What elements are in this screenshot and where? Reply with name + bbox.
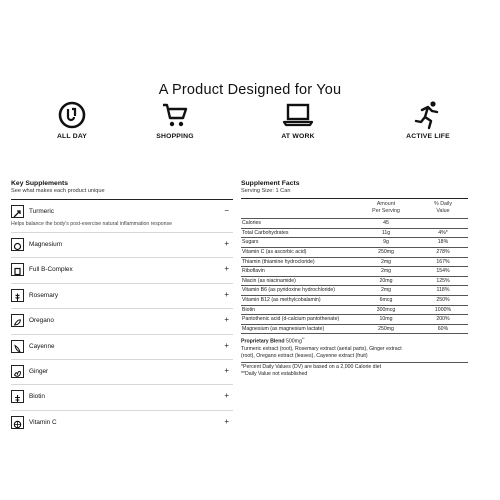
supplement-facts-heading: Supplement Facts (241, 180, 300, 187)
expand-toggle[interactable]: + (224, 416, 229, 426)
facts-row (241, 218, 468, 228)
oregano-icon (11, 314, 24, 327)
expand-toggle[interactable]: + (224, 340, 229, 350)
use-label: ACTIVE LIFE (406, 133, 450, 140)
use-label: SHOPPING (156, 133, 194, 140)
expand-toggle[interactable]: + (224, 289, 229, 299)
supplement-item-turmeric[interactable] (11, 200, 233, 233)
facts-row (241, 305, 468, 315)
amount-per-serving: 6mcg (379, 296, 393, 303)
supplement-name: Full B-Complex (29, 266, 73, 274)
facts-row (241, 314, 468, 324)
supplement-name: Ginger (29, 367, 49, 375)
laptop-icon (282, 100, 314, 130)
amount-column-header: Amount Per Serving (372, 201, 400, 214)
use-label: ALL DAY (56, 133, 88, 140)
blend-ingredients: (root), Oregano extract (leaves), Cayenne extract (fruit) (241, 353, 368, 360)
use-active-life (378, 100, 478, 140)
facts-row (241, 295, 468, 305)
supplement-description: Helps balance the body's post-exercise natural inflammation response (11, 221, 173, 227)
supplement-item-cayenne[interactable] (11, 335, 233, 360)
facts-row (241, 247, 468, 257)
nutrient-name: Total Carbohydrates (242, 229, 289, 236)
magnesium-icon (11, 238, 24, 251)
facts-row (241, 324, 468, 335)
daily-value: 167% (436, 258, 450, 265)
nutrient-name: Magnesium (as magnesium lactate) (242, 325, 325, 332)
amount-per-serving: 45 (383, 220, 389, 227)
expand-toggle[interactable]: + (224, 264, 229, 274)
rosemary-icon (11, 289, 24, 302)
footnote: *Percent Daily Values (DV) are based on a 2,000 Calorie diet (241, 364, 382, 371)
shopping-cart-icon (160, 100, 190, 130)
facts-column-headers (241, 199, 468, 218)
supplement-name: Biotin (29, 393, 45, 401)
supplement-item-biotin[interactable] (11, 385, 233, 410)
daily-value: 4%* (438, 229, 448, 236)
expand-toggle[interactable]: + (224, 239, 229, 248)
expand-toggle[interactable]: + (224, 391, 229, 401)
amount-per-serving: 2mg (380, 268, 392, 275)
daily-value: 1000% (434, 306, 452, 313)
ginger-icon (11, 365, 24, 378)
key-supplements-subheading: See what makes each product unique (11, 188, 105, 194)
daily-value: 18% (437, 239, 449, 246)
vitamin-c-icon (11, 416, 24, 429)
supplement-facts-panel (241, 180, 468, 378)
supplement-item-ginger[interactable] (11, 360, 233, 385)
daily-value: 250% (436, 296, 450, 303)
product-uses (0, 100, 500, 145)
collapse-toggle[interactable]: − (224, 206, 229, 215)
amount-per-serving: 11g (381, 229, 391, 236)
amount-per-serving: 10mg (379, 316, 393, 323)
daily-value: 200% (436, 316, 450, 323)
nutrient-name: Pantothenic acid (d-calcium pantothenate) (242, 316, 340, 323)
amount-per-serving: 300mcg (376, 306, 396, 313)
daily-value: 278% (436, 248, 450, 255)
supplement-name: Turmeric (29, 208, 54, 215)
nutrient-name: Vitamin B6 (as pyridoxine hydrochloride) (242, 287, 336, 294)
blend-ingredients: Turmeric extract (root), Rosemary extract (aerial parts), Ginger extract (241, 346, 402, 353)
expand-toggle[interactable]: + (224, 315, 229, 325)
supplement-name: Vitamin C (29, 418, 57, 426)
cayenne-icon (11, 340, 24, 353)
supplement-name: Magnesium (29, 241, 63, 248)
supplement-item-magnesium[interactable] (11, 233, 233, 258)
supplement-item-b-complex[interactable] (11, 258, 233, 283)
nutrient-name: Vitamin C (as ascorbic acid) (242, 248, 307, 255)
nutrient-name: Riboflavin (242, 268, 265, 275)
amount-per-serving: 2mg (380, 287, 392, 294)
amount-per-serving: 250mg (378, 248, 394, 255)
nutrient-name: Sugars (242, 239, 259, 246)
key-supplements-heading: Key Supplements (11, 180, 69, 187)
daily-value: 154% (436, 268, 450, 275)
expand-toggle[interactable]: + (224, 365, 229, 375)
nutrient-name: Calories (242, 220, 262, 227)
biotin-icon (11, 390, 24, 403)
footnote: **Daily Value not established (241, 371, 308, 378)
amount-per-serving: 250mg (378, 325, 394, 332)
daily-value-column-header: % Daily Value (434, 201, 452, 214)
nutrient-name: Vitamin B12 (as methylcobalamin) (242, 296, 321, 303)
supplement-name: Cayenne (29, 342, 55, 350)
supplement-item-rosemary[interactable] (11, 284, 233, 309)
facts-row (241, 228, 468, 238)
turmeric-icon (11, 205, 24, 218)
supplement-item-vitamin-c[interactable] (11, 411, 233, 435)
facts-row (241, 276, 468, 286)
daily-value: 118% (436, 287, 450, 294)
b-complex-icon (11, 263, 24, 276)
supplement-name: Rosemary (29, 291, 59, 299)
nutrient-name: Niacin (as niacinamide) (242, 277, 296, 284)
footnotes (241, 362, 468, 378)
use-label: AT WORK (281, 133, 315, 140)
runner-icon (413, 100, 443, 130)
facts-table (241, 218, 468, 334)
facts-row (241, 266, 468, 276)
facts-row (241, 237, 468, 247)
amount-per-serving: 9g (383, 239, 389, 246)
supplement-item-oregano[interactable] (11, 309, 233, 334)
nutrient-name: Biotin (242, 306, 255, 313)
daily-value: 125% (436, 277, 450, 284)
facts-row (241, 257, 468, 267)
amount-per-serving: 2mg (380, 258, 392, 265)
nutrient-name: Thiamin (thiamine hydrocloride) (242, 258, 315, 265)
facts-row (241, 285, 468, 295)
supplement-name: Oregano (29, 317, 54, 325)
serving-size: Serving Size: 1 Can (241, 188, 291, 194)
daily-value: 60% (437, 325, 449, 332)
key-supplements-panel (11, 180, 233, 435)
amount-per-serving: 20mg (379, 277, 393, 284)
page-title: A Product Designed for You (158, 82, 342, 98)
use-shopping (125, 100, 225, 140)
use-at-work (248, 100, 348, 140)
clock-icon (57, 100, 87, 130)
use-all-day (22, 100, 122, 140)
proprietary-blend: Proprietary Blend 500mg** Turmeric extract (root), Rosemary extract (aerial parts), Ginger extract (root), Oregano extract (leaves), Cayenne extract (fruit) (241, 336, 468, 360)
